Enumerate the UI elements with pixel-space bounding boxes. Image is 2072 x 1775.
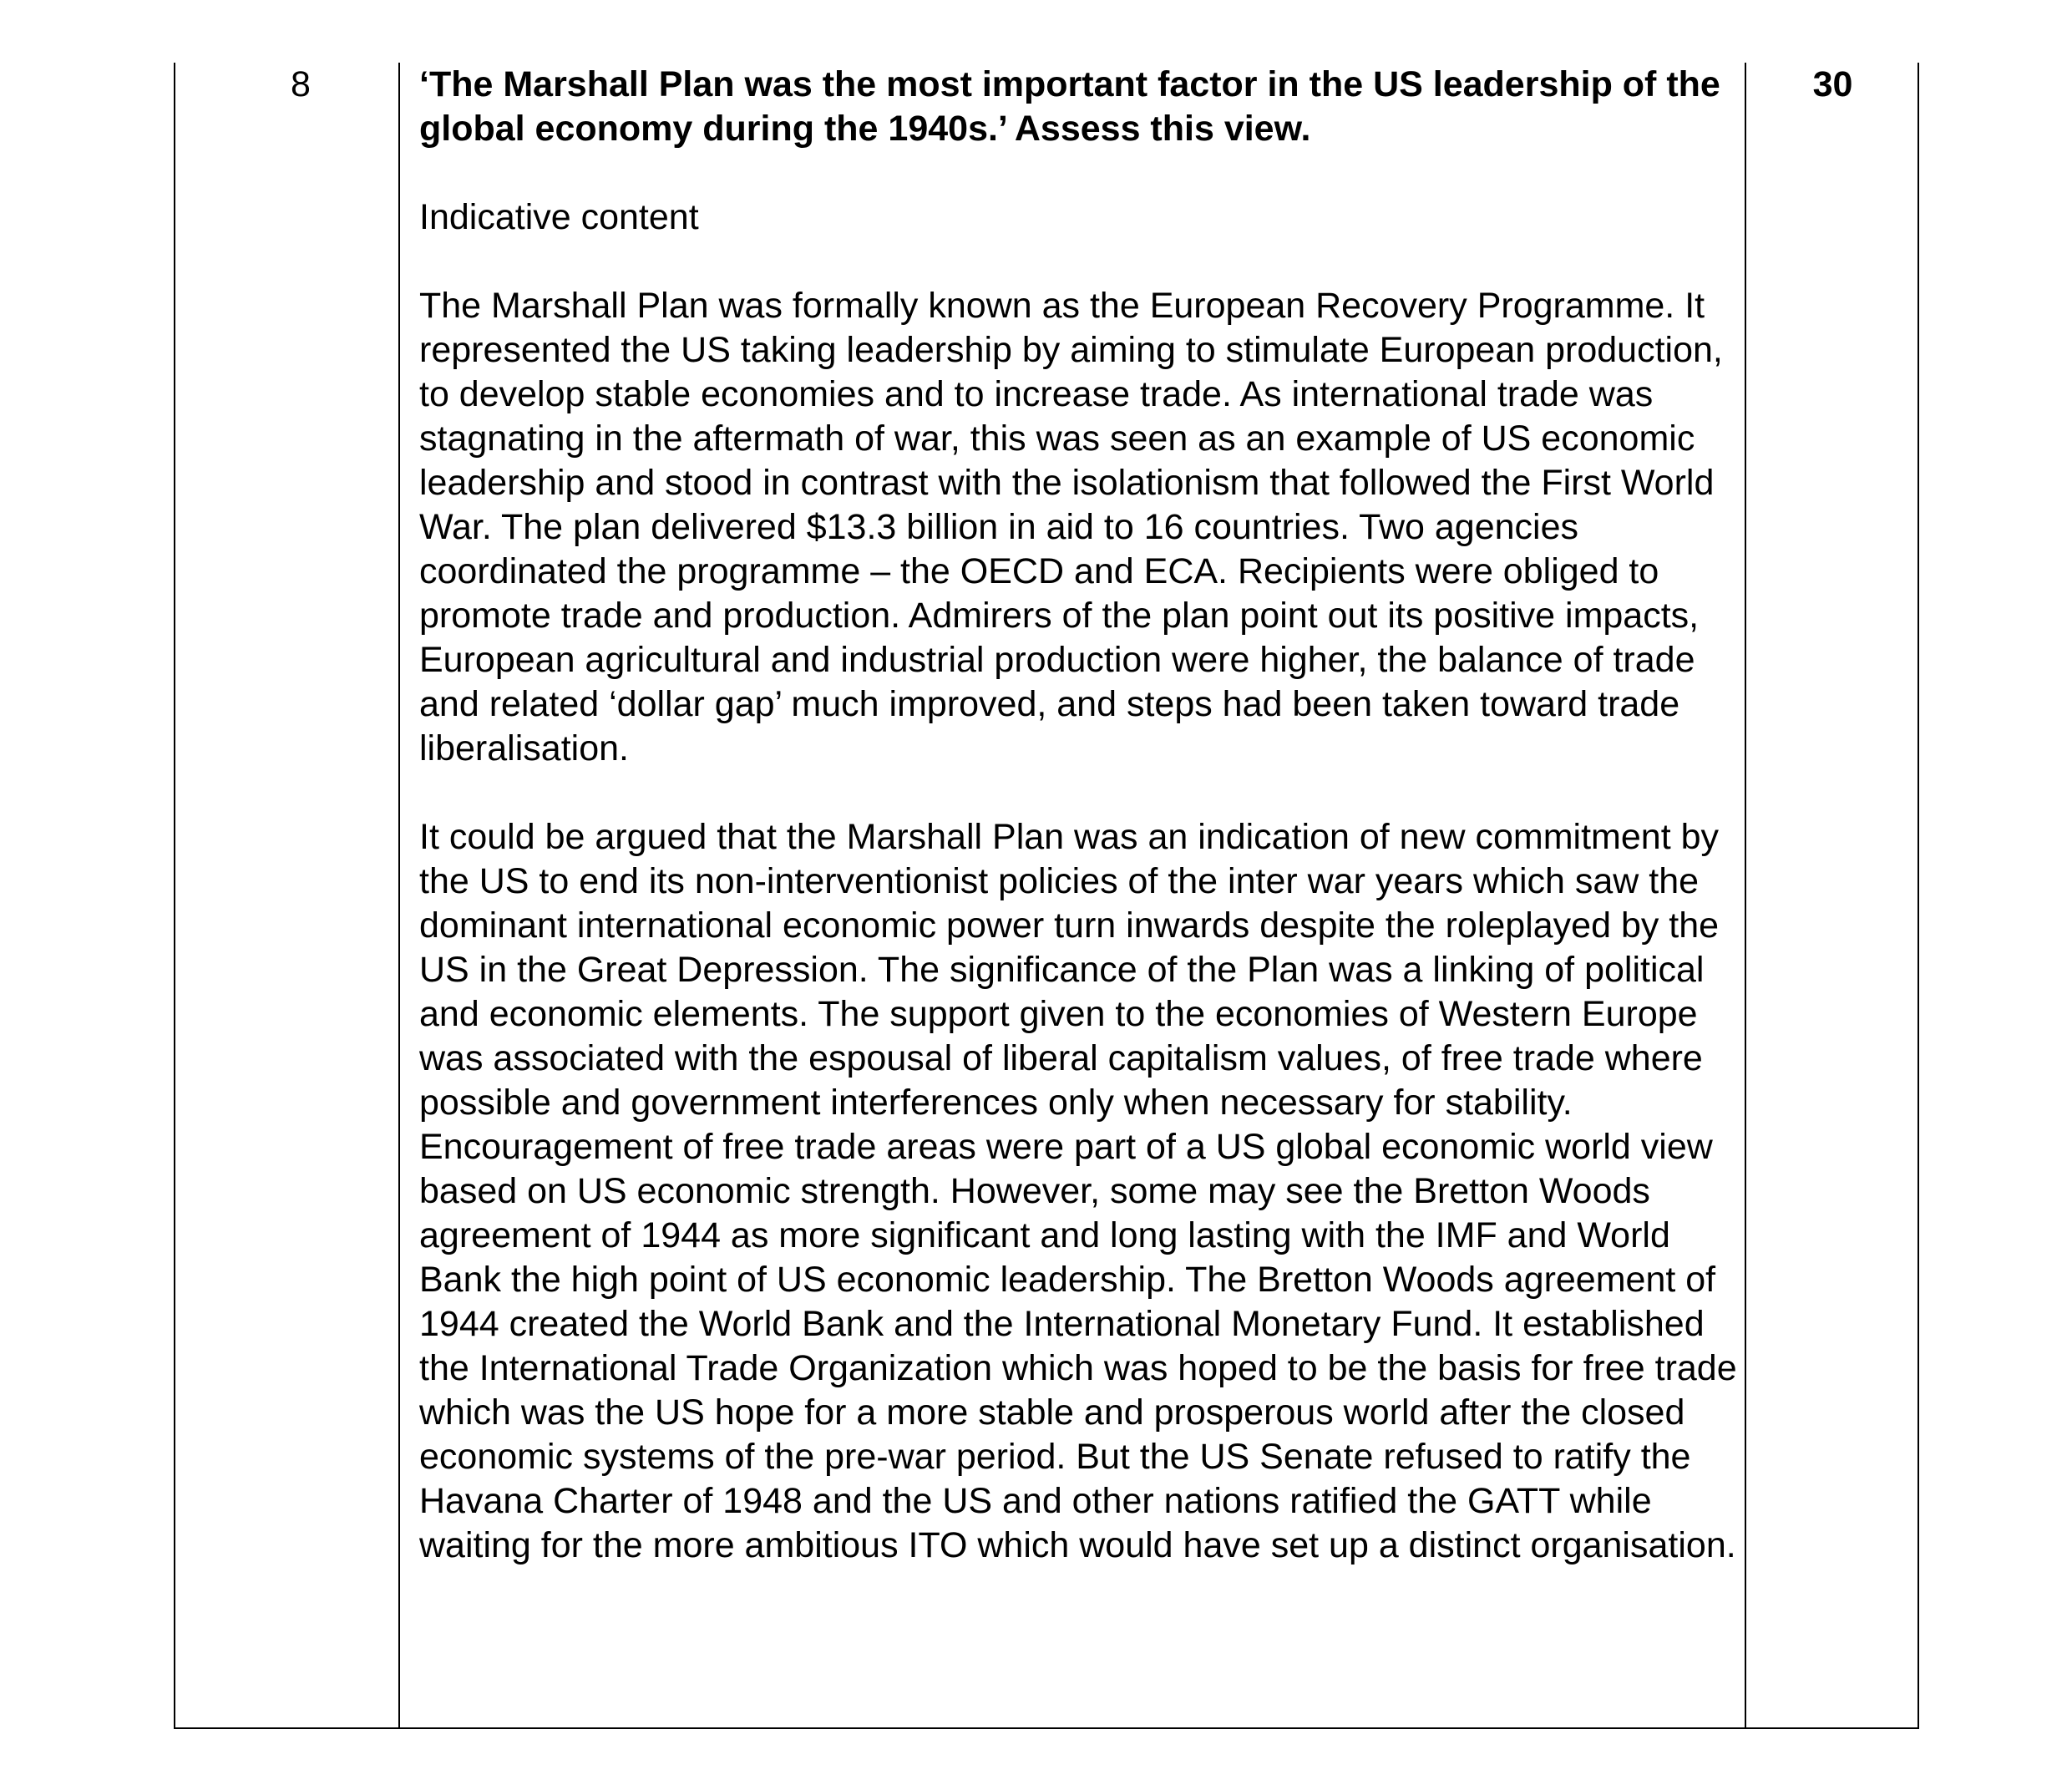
paragraph-bretton-woods: It could be argued that the Marshall Plan was an indication of new commitment by the US to end its non-interventionist policies of the inter war years which saw the dominant international economic power turn inwards despite the roleplayed by the US in the Great Depression. The significance of the Plan was a linking of political and economic elements. The support given to the economies of Western Europe was associated with the espousal of liberal capitalism values, of free trade where possible and government interferences only when necessary for stability. Encouragement of free trade areas were part of a US global economic world view based on US economic strength. However, some may see the Bretton Woods agreement of 1944 as more significant and long lasting with the IMF and World Bank the high point of US economic leadership. The Bretton Woods agreement of 1944 created the World Bank and the International Monetary Fund. It established the International Trade Organization which was hoped to be the basis for free trade which was the US hope for a more stable and prosperous world after the closed economic systems of the pre-war period. But the US Senate refused to ratify the Havana Charter of 1948 and the US and other nations ratified the GATT while waiting for the more ambitious ITO which would have set up a distinct organisation. <box>419 817 1737 1565</box>
question-text: ‘The Marshall Plan was the most important factor in the US leadership of the global economy during the 1940s.’ Assess this view. <box>419 64 1720 149</box>
spacer <box>419 771 1739 815</box>
column-divider-right <box>1745 63 1746 1727</box>
answer-guidance-cell <box>419 63 1739 1568</box>
mark-scheme-table <box>174 63 1919 1729</box>
column-divider-left <box>398 63 400 1727</box>
paragraph-marshall-plan: The Marshall Plan was formally known as the European Recovery Programme. It represented the US taking leadership by aiming to stimulate European production, to develop stable economies and to increase trade. As international trade was stagnating in the aftermath of war, this was seen as an example of US economic leadership and stood in contrast with the isolationism that followed the First World War. The plan delivered $13.3 billion in aid to 16 countries. Two agencies coordinated the programme – the OECD and ECA. Recipients were obliged to promote trade and production. Admirers of the plan point out its positive impacts, European agricultural and industrial production were higher, the balance of trade and related ‘dollar gap’ much improved, and steps had been taken toward trade liberalisation. <box>419 286 1723 768</box>
spacer <box>419 151 1739 195</box>
question-number: 8 <box>291 64 311 104</box>
spacer <box>419 240 1739 284</box>
marks-value: 30 <box>1812 64 1853 104</box>
indicative-content-heading: Indicative content <box>419 197 699 237</box>
